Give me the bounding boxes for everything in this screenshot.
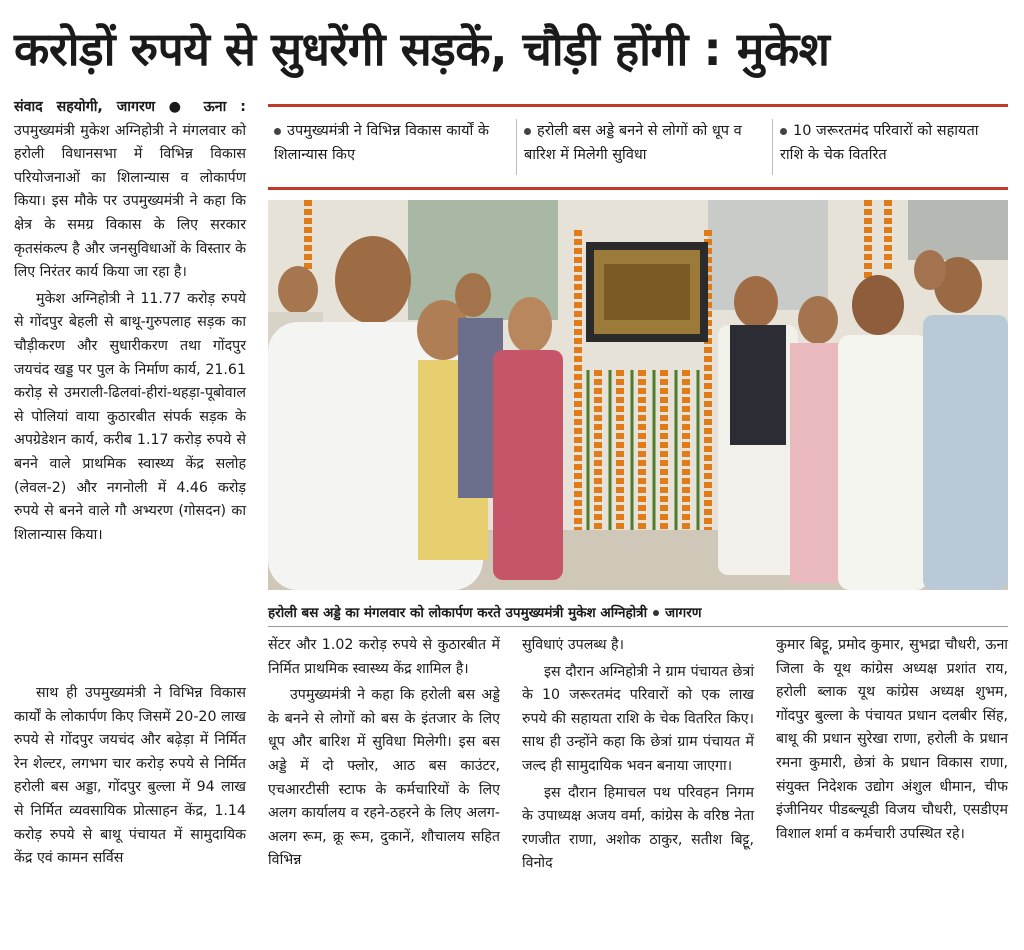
divider [516,119,517,175]
divider [772,119,773,175]
bullet-icon [524,128,531,135]
paragraph-text: उपमुख्यमंत्री मुकेश अग्निहोत्री ने मंगलवार को हरोली विधानसभा में विभिन्न विकास परियोजनाओं का शिलान्यास व लोकार्पण किया। इस मौके पर उपमुख्यमंत्री ने कहा कि क्षेत्र के समग्र विकास के लिए सरकार कृतसंकल्प है और जनसुविधाओं के विस्तार के लिए निरंतर कार्य किया जा रहा है। [14,122,246,281]
bullet-icon [780,128,787,135]
article-column-1 [14,96,246,550]
paragraph: कुमार बिट्टू, प्रमोद कुमार, सुभद्रा चौधरी, ऊना जिला के यूथ कांग्रेस अध्यक्ष प्रशांत राय, हरोली ब्लाक यूथ कांग्रेस अध्यक्ष शुभम, गोंदपुर बुल्ला के पंचायत प्रधान दलबीर सिंह, बाथू की प्रधान सुरेखा राणा, हरोली के प्रधान रमना कुमारी, छेत्रां के प्रधान विकास राणा, संयुक्त निदेशक उद्योग अंशुल धीमान, चीफ इंजीनियर पीडब्ल्यूडी विजय चौधरी, एसडीएम विशाल शर्मा व कर्मचारी उपस्थित रहे। [776,637,1008,842]
paragraph: मुकेश अग्निहोत्री ने 11.77 करोड़ रुपये से गोंदपुर बेहली से बाथू-गुरुपलाह सड़क का चौड़ीकरण और सुधारीकरण तथा गोंदपुर जयचंद खड्ड पर पुल के निर्माण कार्य, 21.61 करोड़ से उमराली-ढिलवां-हीरां-थहड़ा-पूबोवाल से पोलियां वाया कुठारबीत संपर्क सड़क के अपग्रेडेशन कार्य, करीब 1.17 करोड़ रुपये से बनने वाले प्राथमिक स्वास्थ्य केंद्र सलोह (लेवल-2) और नगनोली में 4.46 करोड़ रुपये से बनने वाले गौ अभ्यरण (गोसदन) का शिलान्यास किया। [14,290,246,543]
highlight-text: 10 जरूरतमंद परिवारों को सहायता राशि के चेक वितरित [780,123,979,163]
bullet-icon [274,128,281,135]
paragraph: इस दौरान अग्निहोत्री ने ग्राम पंचायत छेत्रां के 10 जरूरतमंद परिवारों को एक लाख रुपये की सहायता राशि के चेक वितरित किए। साथ ही उन्होंने कहा कि छेत्रां ग्राम पंचायत में जल्द ही सामुदायिक भवन बनाया जाएगा। [522,663,754,774]
paragraph [14,96,246,285]
photo-caption [268,600,1008,627]
photo-illustration [268,200,1008,590]
paragraph: साथ ही उपमुख्यमंत्री ने विभिन्न विकास कार्यों के लोकार्पण किए जिसमें 20-20 लाख रुपये से गोंदपुर जयचंद और बढ़ेड़ा में निर्मित रेन शेल्टर, लगभग चार करोड़ रुपये से निर्मित हरोली बस अड्डा, गोंदपुर बुल्ला में 94 लाख से निर्मित व्यवसायिक प्रोत्साहन केंद्र, 1.14 करोड़ रुपये से बाथू पंचायत में सामुदायिक केंद्र एवं कामन सर्विस [14,685,246,867]
news-photo [268,200,1008,590]
highlight-item [524,119,764,167]
photo-credit: जागरण [665,605,702,621]
highlight-item [780,119,1004,167]
highlight-item [274,119,504,167]
article-column-2 [268,634,500,876]
article-column-1-continued [14,682,246,874]
paragraph: इस दौरान हिमाचल पथ परिवहन निगम के उपाध्यक्ष अजय वर्मा, कांग्रेस के वरिष्ठ नेता रणजीत राणा, अशोक ठाकुर, सतीश बिट्टू, विनोद [522,784,754,872]
article-column-3 [522,634,754,879]
article-column-4 [776,634,1008,849]
headline: करोड़ों रुपये से सुधरेंगी सड़कें, चौड़ी होंगी : मुकेश [14,22,830,76]
location: ऊना : [203,99,246,115]
highlights-box [268,104,1008,190]
bullet-dot-icon: ● [168,99,191,115]
paragraph: उपमुख्यमंत्री ने कहा कि हरोली बस अड्डे के बनने से लोगों को बस के इंतजार के लिए धूप और बारिश में सुविधा मिलेगी। इस बस अड्डे में दो फ्लोर, आठ बस काउंटर, एचआरटीसी स्टाफ के कर्मचारियों के लिए अलग कार्यालय व रहने-ठहरने के लिए अलग-अलग रूम, क्रू रूम, दुकानें, शौचालय सहित विभिन्न [268,687,500,869]
paragraph: सुविधाएं उपलब्ध है। [522,637,624,653]
highlight-text: हरोली बस अड्डे बनने से लोगों को धूप व बारिश में मिलेगी सुविधा [524,123,742,163]
dateline: संवाद सहयोगी, जागरण [14,99,156,115]
bullet-icon [653,610,659,616]
paragraph: सेंटर और 1.02 करोड़ रुपये से कुठारबीत में निर्मित प्राथमिक स्वास्थ्य केंद्र शामिल है। [268,637,500,677]
caption-text: हरोली बस अड्डे का मंगलवार को लोकार्पण करते उपमुख्यमंत्री मुकेश अग्निहोत्री [268,605,648,621]
highlight-text: उपमुख्यमंत्री ने विभिन्न विकास कार्यों के शिलान्यास किए [274,123,490,163]
